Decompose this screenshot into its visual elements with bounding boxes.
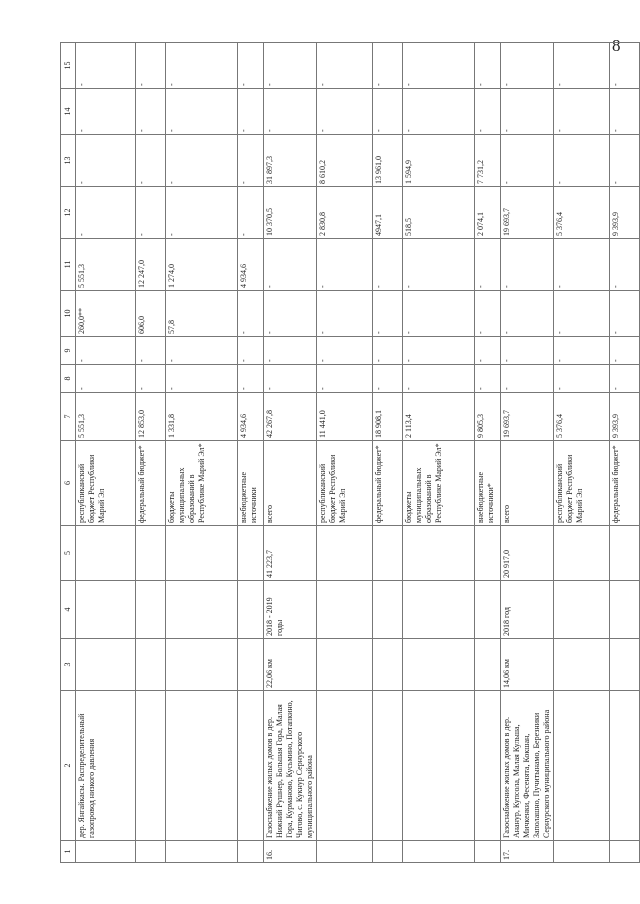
cell-col-9: -: [554, 337, 610, 365]
cell-col-3: [475, 639, 501, 691]
cell-col-3: [317, 639, 373, 691]
cell-col-14: -: [166, 89, 238, 135]
cell-col-6: бюджеты муниципальных образований в Республике Марий Эл*: [403, 441, 475, 526]
cell-col-5: 41 223,7: [264, 526, 317, 581]
cell-col-7: 9 393,9: [610, 393, 640, 441]
column-number: 10: [61, 291, 76, 337]
cell-col-2: [475, 691, 501, 841]
table-row: [403, 43, 475, 863]
cell-col-1: [610, 841, 640, 863]
cell-col-12: 19 693,7: [501, 187, 554, 239]
cell-col-2: [238, 691, 264, 841]
cell-col-13: -: [76, 135, 136, 187]
cell-col-5: 20 917,0: [501, 526, 554, 581]
cell-col-1: [475, 841, 501, 863]
cell-col-3: [166, 639, 238, 691]
cell-col-7: 1 331,8: [166, 393, 238, 441]
cell-col-7: 5 551,3: [76, 393, 136, 441]
cell-col-5: [136, 526, 166, 581]
cell-col-7: 5 376,4: [554, 393, 610, 441]
cell-col-13: 8 610,2: [317, 135, 373, 187]
cell-col-4: [373, 581, 403, 639]
cell-col-6: федеральный бюджет*: [373, 441, 403, 526]
cell-col-10: -: [373, 291, 403, 337]
cell-col-1: [554, 841, 610, 863]
cell-col-11: -: [264, 239, 317, 291]
cell-col-11: -: [610, 239, 640, 291]
column-number: 5: [61, 526, 76, 581]
cell-col-2: Газоснабжение жилых домов в дер. Нижний Рушнер, Большая Гора, Малая Гора, Курманово, Кусьмино, Потапкино, Чигово, с. Кукнур Сернурского муниципального района: [264, 691, 317, 841]
cell-col-10: 260,0**: [76, 291, 136, 337]
cell-col-11: 12 247,0: [136, 239, 166, 291]
cell-col-1: [403, 841, 475, 863]
column-number: 1: [61, 841, 76, 863]
cell-col-13: -: [501, 135, 554, 187]
cell-col-13: 31 897,3: [264, 135, 317, 187]
cell-col-6: федеральный бюджет*: [136, 441, 166, 526]
cell-col-14: -: [238, 89, 264, 135]
header-row: [61, 43, 76, 863]
cell-col-13: 1 594,9: [403, 135, 475, 187]
cell-col-1: [76, 841, 136, 863]
cell-col-12: -: [238, 187, 264, 239]
cell-col-13: 7 731,2: [475, 135, 501, 187]
cell-col-4: 2018 - 2019 годы: [264, 581, 317, 639]
cell-col-8: -: [610, 365, 640, 393]
cell-col-14: -: [317, 89, 373, 135]
table-body: [61, 43, 640, 863]
column-number: 2: [61, 691, 76, 841]
cell-col-12: 4947,1: [373, 187, 403, 239]
cell-col-10: -: [317, 291, 373, 337]
cell-col-14: -: [76, 89, 136, 135]
cell-col-7: 4 934,6: [238, 393, 264, 441]
cell-col-1: [136, 841, 166, 863]
cell-col-12: -: [136, 187, 166, 239]
cell-col-8: -: [554, 365, 610, 393]
cell-col-8: -: [475, 365, 501, 393]
table-row: [610, 43, 640, 863]
table-row: [166, 43, 238, 863]
budget-table: [60, 42, 640, 863]
cell-col-2: [403, 691, 475, 841]
cell-col-4: [238, 581, 264, 639]
cell-col-8: -: [238, 365, 264, 393]
cell-col-10: -: [238, 291, 264, 337]
cell-col-15: -: [166, 43, 238, 89]
cell-col-3: [373, 639, 403, 691]
cell-col-5: [238, 526, 264, 581]
cell-col-3: [610, 639, 640, 691]
cell-col-11: -: [554, 239, 610, 291]
cell-col-13: -: [238, 135, 264, 187]
cell-col-9: -: [403, 337, 475, 365]
cell-col-15: -: [373, 43, 403, 89]
table-row: [554, 43, 610, 863]
cell-col-3: [554, 639, 610, 691]
column-number: 8: [61, 365, 76, 393]
table-row: [501, 43, 554, 863]
cell-col-9: -: [264, 337, 317, 365]
cell-col-9: -: [373, 337, 403, 365]
column-number: 4: [61, 581, 76, 639]
column-number: 12: [61, 187, 76, 239]
table-row: [317, 43, 373, 863]
cell-col-11: -: [403, 239, 475, 291]
cell-col-8: -: [136, 365, 166, 393]
column-number: 15: [61, 43, 76, 89]
cell-col-3: [76, 639, 136, 691]
cell-col-2: дер. Янгайкасы. Распределительный газопровод низкого давления: [76, 691, 136, 841]
cell-col-6: республиканский бюджет Республики Марий Эл: [317, 441, 373, 526]
cell-col-10: -: [403, 291, 475, 337]
cell-col-7: 11 441,0: [317, 393, 373, 441]
cell-col-15: -: [76, 43, 136, 89]
cell-col-8: -: [76, 365, 136, 393]
cell-col-11: -: [373, 239, 403, 291]
cell-col-14: -: [475, 89, 501, 135]
cell-col-15: -: [554, 43, 610, 89]
cell-col-13: 13 961,0: [373, 135, 403, 187]
cell-col-7: 18 908,1: [373, 393, 403, 441]
cell-col-15: -: [610, 43, 640, 89]
cell-col-11: -: [475, 239, 501, 291]
cell-col-10: 57,8: [166, 291, 238, 337]
cell-col-6: республиканский бюджет Республики Марий Эл: [76, 441, 136, 526]
cell-col-6: всего: [264, 441, 317, 526]
cell-col-9: -: [501, 337, 554, 365]
cell-col-3: [136, 639, 166, 691]
cell-col-5: [317, 526, 373, 581]
cell-col-10: -: [475, 291, 501, 337]
table-row: [76, 43, 136, 863]
cell-col-13: -: [166, 135, 238, 187]
cell-col-4: [136, 581, 166, 639]
cell-col-4: [610, 581, 640, 639]
cell-col-11: 4 934,6: [238, 239, 264, 291]
cell-col-8: -: [501, 365, 554, 393]
cell-col-5: [76, 526, 136, 581]
cell-col-9: -: [166, 337, 238, 365]
cell-col-10: -: [610, 291, 640, 337]
cell-col-9: -: [238, 337, 264, 365]
table-row: [238, 43, 264, 863]
cell-col-2: [373, 691, 403, 841]
cell-col-8: -: [264, 365, 317, 393]
cell-col-6: всего: [501, 441, 554, 526]
table-row: [136, 43, 166, 863]
cell-col-4: 2018 год: [501, 581, 554, 639]
cell-col-6: внебюджетные источники*: [475, 441, 501, 526]
column-number: 6: [61, 441, 76, 526]
cell-col-11: 5 551,3: [76, 239, 136, 291]
cell-col-14: -: [264, 89, 317, 135]
cell-col-1: [373, 841, 403, 863]
cell-col-2: Газоснабжение жилых домов в дер. Ананур, Купсола, Малая Кульша, Мичкенки, Фесенята, Кокшан, Заполашно, Пучитынамо, Березники Сернурского муниципального района: [501, 691, 554, 841]
cell-col-4: [76, 581, 136, 639]
page-number: 8: [612, 36, 621, 55]
cell-col-14: -: [373, 89, 403, 135]
cell-col-12: 518,5: [403, 187, 475, 239]
cell-col-14: -: [403, 89, 475, 135]
cell-col-2: [136, 691, 166, 841]
cell-col-2: [554, 691, 610, 841]
cell-col-5: [403, 526, 475, 581]
cell-col-1: [317, 841, 373, 863]
column-number: 13: [61, 135, 76, 187]
cell-col-1: [166, 841, 238, 863]
cell-col-15: -: [238, 43, 264, 89]
cell-col-11: -: [317, 239, 373, 291]
column-number: 7: [61, 393, 76, 441]
cell-col-12: 10 370,5: [264, 187, 317, 239]
table-row: [264, 43, 317, 863]
cell-col-1: 16.: [264, 841, 317, 863]
cell-col-6: бюджеты муниципальных образований в Республике Марий Эл*: [166, 441, 238, 526]
cell-col-3: 22,06 км: [264, 639, 317, 691]
cell-col-14: -: [136, 89, 166, 135]
cell-col-9: -: [76, 337, 136, 365]
rotated-page: [60, 43, 620, 863]
cell-col-2: [166, 691, 238, 841]
cell-col-5: [373, 526, 403, 581]
cell-col-6: федеральный бюджет*: [610, 441, 640, 526]
cell-col-10: -: [554, 291, 610, 337]
cell-col-14: -: [610, 89, 640, 135]
cell-col-11: -: [501, 239, 554, 291]
cell-col-5: [554, 526, 610, 581]
cell-col-6: республиканский бюджет Республики Марий Эл: [554, 441, 610, 526]
cell-col-4: [475, 581, 501, 639]
cell-col-12: -: [166, 187, 238, 239]
cell-col-7: 42 267,8: [264, 393, 317, 441]
cell-col-5: [166, 526, 238, 581]
cell-col-15: -: [317, 43, 373, 89]
cell-col-14: -: [554, 89, 610, 135]
cell-col-12: 9 393,9: [610, 187, 640, 239]
cell-col-9: -: [475, 337, 501, 365]
cell-col-15: -: [136, 43, 166, 89]
cell-col-12: -: [76, 187, 136, 239]
cell-col-6: внебюджетные источники: [238, 441, 264, 526]
cell-col-7: 19 693,7: [501, 393, 554, 441]
cell-col-8: -: [166, 365, 238, 393]
cell-col-4: [166, 581, 238, 639]
cell-col-13: -: [610, 135, 640, 187]
cell-col-15: -: [501, 43, 554, 89]
cell-col-12: 2 830,8: [317, 187, 373, 239]
cell-col-10: -: [264, 291, 317, 337]
cell-col-5: [475, 526, 501, 581]
cell-col-5: [610, 526, 640, 581]
column-number: 9: [61, 337, 76, 365]
cell-col-1: 17.: [501, 841, 554, 863]
column-number: 14: [61, 89, 76, 135]
cell-col-8: -: [373, 365, 403, 393]
cell-col-12: 5 376,4: [554, 187, 610, 239]
cell-col-8: -: [403, 365, 475, 393]
cell-col-7: 2 113,4: [403, 393, 475, 441]
cell-col-7: 9 805,3: [475, 393, 501, 441]
table-row: [475, 43, 501, 863]
column-number: 3: [61, 639, 76, 691]
cell-col-9: -: [136, 337, 166, 365]
cell-col-7: 12 853,0: [136, 393, 166, 441]
cell-col-4: [403, 581, 475, 639]
cell-col-2: [610, 691, 640, 841]
cell-col-15: -: [403, 43, 475, 89]
cell-col-12: 2 074,1: [475, 187, 501, 239]
cell-col-8: -: [317, 365, 373, 393]
cell-col-3: [238, 639, 264, 691]
cell-col-11: 1 274,0: [166, 239, 238, 291]
cell-col-3: [403, 639, 475, 691]
table-row: [373, 43, 403, 863]
cell-col-14: -: [501, 89, 554, 135]
cell-col-4: [554, 581, 610, 639]
cell-col-10: 606,0: [136, 291, 166, 337]
cell-col-15: -: [264, 43, 317, 89]
column-number: 11: [61, 239, 76, 291]
cell-col-2: [317, 691, 373, 841]
cell-col-13: -: [136, 135, 166, 187]
cell-col-13: -: [554, 135, 610, 187]
cell-col-4: [317, 581, 373, 639]
cell-col-10: -: [501, 291, 554, 337]
cell-col-9: -: [317, 337, 373, 365]
cell-col-9: -: [610, 337, 640, 365]
cell-col-1: [238, 841, 264, 863]
cell-col-15: -: [475, 43, 501, 89]
cell-col-3: 14,06 км: [501, 639, 554, 691]
